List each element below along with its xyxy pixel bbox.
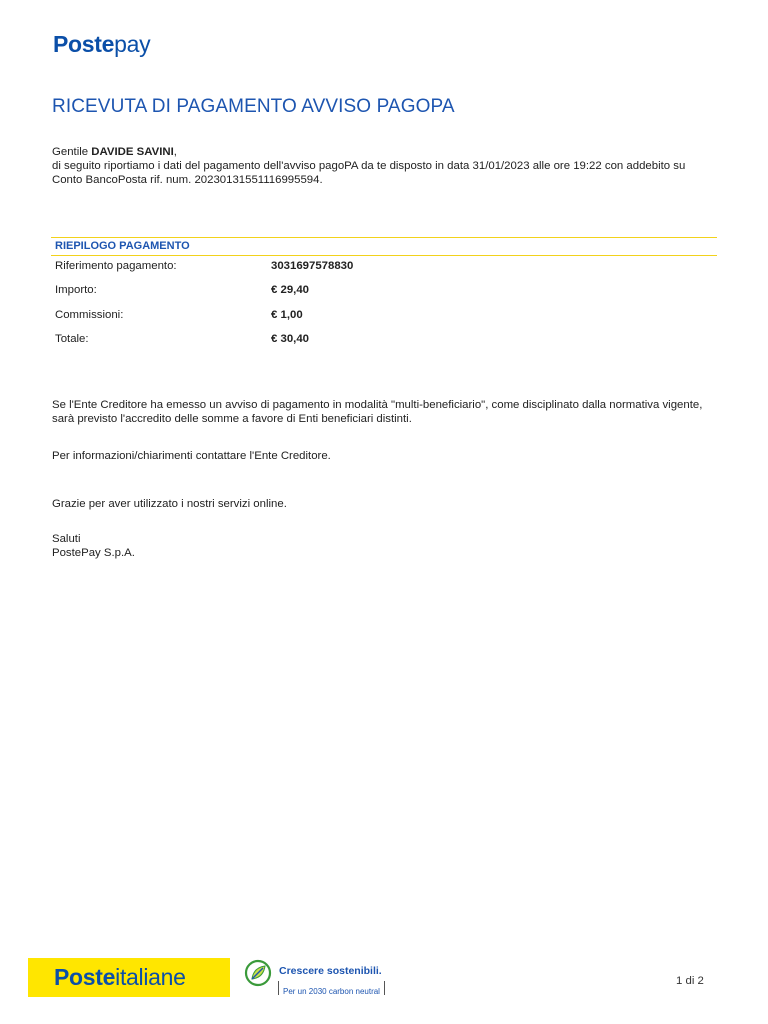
intro-line-1: di seguito riportiamo i dati del pagamento dell'avviso pagoPA da te disposto in data 31/01/2023 alle ore 19:22 con addebito su [52,160,686,172]
sustainability-title: Crescere sostenibili. [279,965,382,977]
closing-block [52,532,722,560]
page-title: RICEVUTA DI PAGAMENTO AVVISO PAGOPA [52,96,455,117]
summary-value: € 1,00 [271,308,303,321]
summary-label: Totale: [55,333,89,346]
greeting-line [52,145,722,159]
multi-beneficiary-line-1: Se l'Ente Creditore ha emesso un avviso di pagamento in modalità "multi-beneficiario", come disciplinato dalla normativa vigente, [52,399,703,411]
posteitaliane-logo-bold: Poste [54,964,116,990]
summary-row-amount [51,280,717,304]
multi-beneficiary-line-2: sarà previsto l'accredito delle somme a favore di Enti beneficiari distinti. [52,413,412,425]
summary-label: Importo: [55,284,97,297]
postepay-logo [53,31,150,58]
sustainability-leaf-icon [243,958,273,988]
greeting-prefix: Gentile [52,146,92,158]
postepay-logo-bold: Poste [53,31,115,57]
summary-value: 3031697578830 [271,260,354,272]
summary-row-total [51,329,717,353]
greeting-suffix: , [173,146,177,158]
summary-header: RIEPILOGO PAGAMENTO [51,237,717,256]
intro-line-2: Conto BancoPosta rif. num. 20230131551116995594. [52,174,323,186]
summary-value: € 30,40 [271,333,310,346]
summary-label: Commissioni: [55,308,124,321]
payment-summary [51,237,717,354]
customer-name: DAVIDE SAVINI [91,146,174,158]
posteitaliane-logo [28,958,230,997]
summary-row-reference [51,256,717,280]
posteitaliane-logo-light: italiane [115,964,186,990]
summary-value: € 29,40 [271,284,310,297]
summary-label: Riferimento pagamento: [55,260,177,272]
postepay-logo-light: pay [114,31,151,57]
summary-row-fees [51,305,717,329]
sustainability-subtitle: Per un 2030 carbon neutral [283,987,380,996]
intro-text [52,145,722,187]
multi-beneficiary-note [52,398,722,426]
thanks-note: Grazie per aver utilizzato i nostri servizi online. [52,498,287,510]
info-note: Per informazioni/chiarimenti contattare l'Ente Creditore. [52,450,331,462]
posteitaliane-logo-text [54,964,186,991]
closing-salutation: Saluti [52,533,81,545]
sustainability-subtitle-box [278,981,385,995]
page-number: 1 di 2 [676,975,704,987]
signature: PostePay S.p.A. [52,547,135,559]
